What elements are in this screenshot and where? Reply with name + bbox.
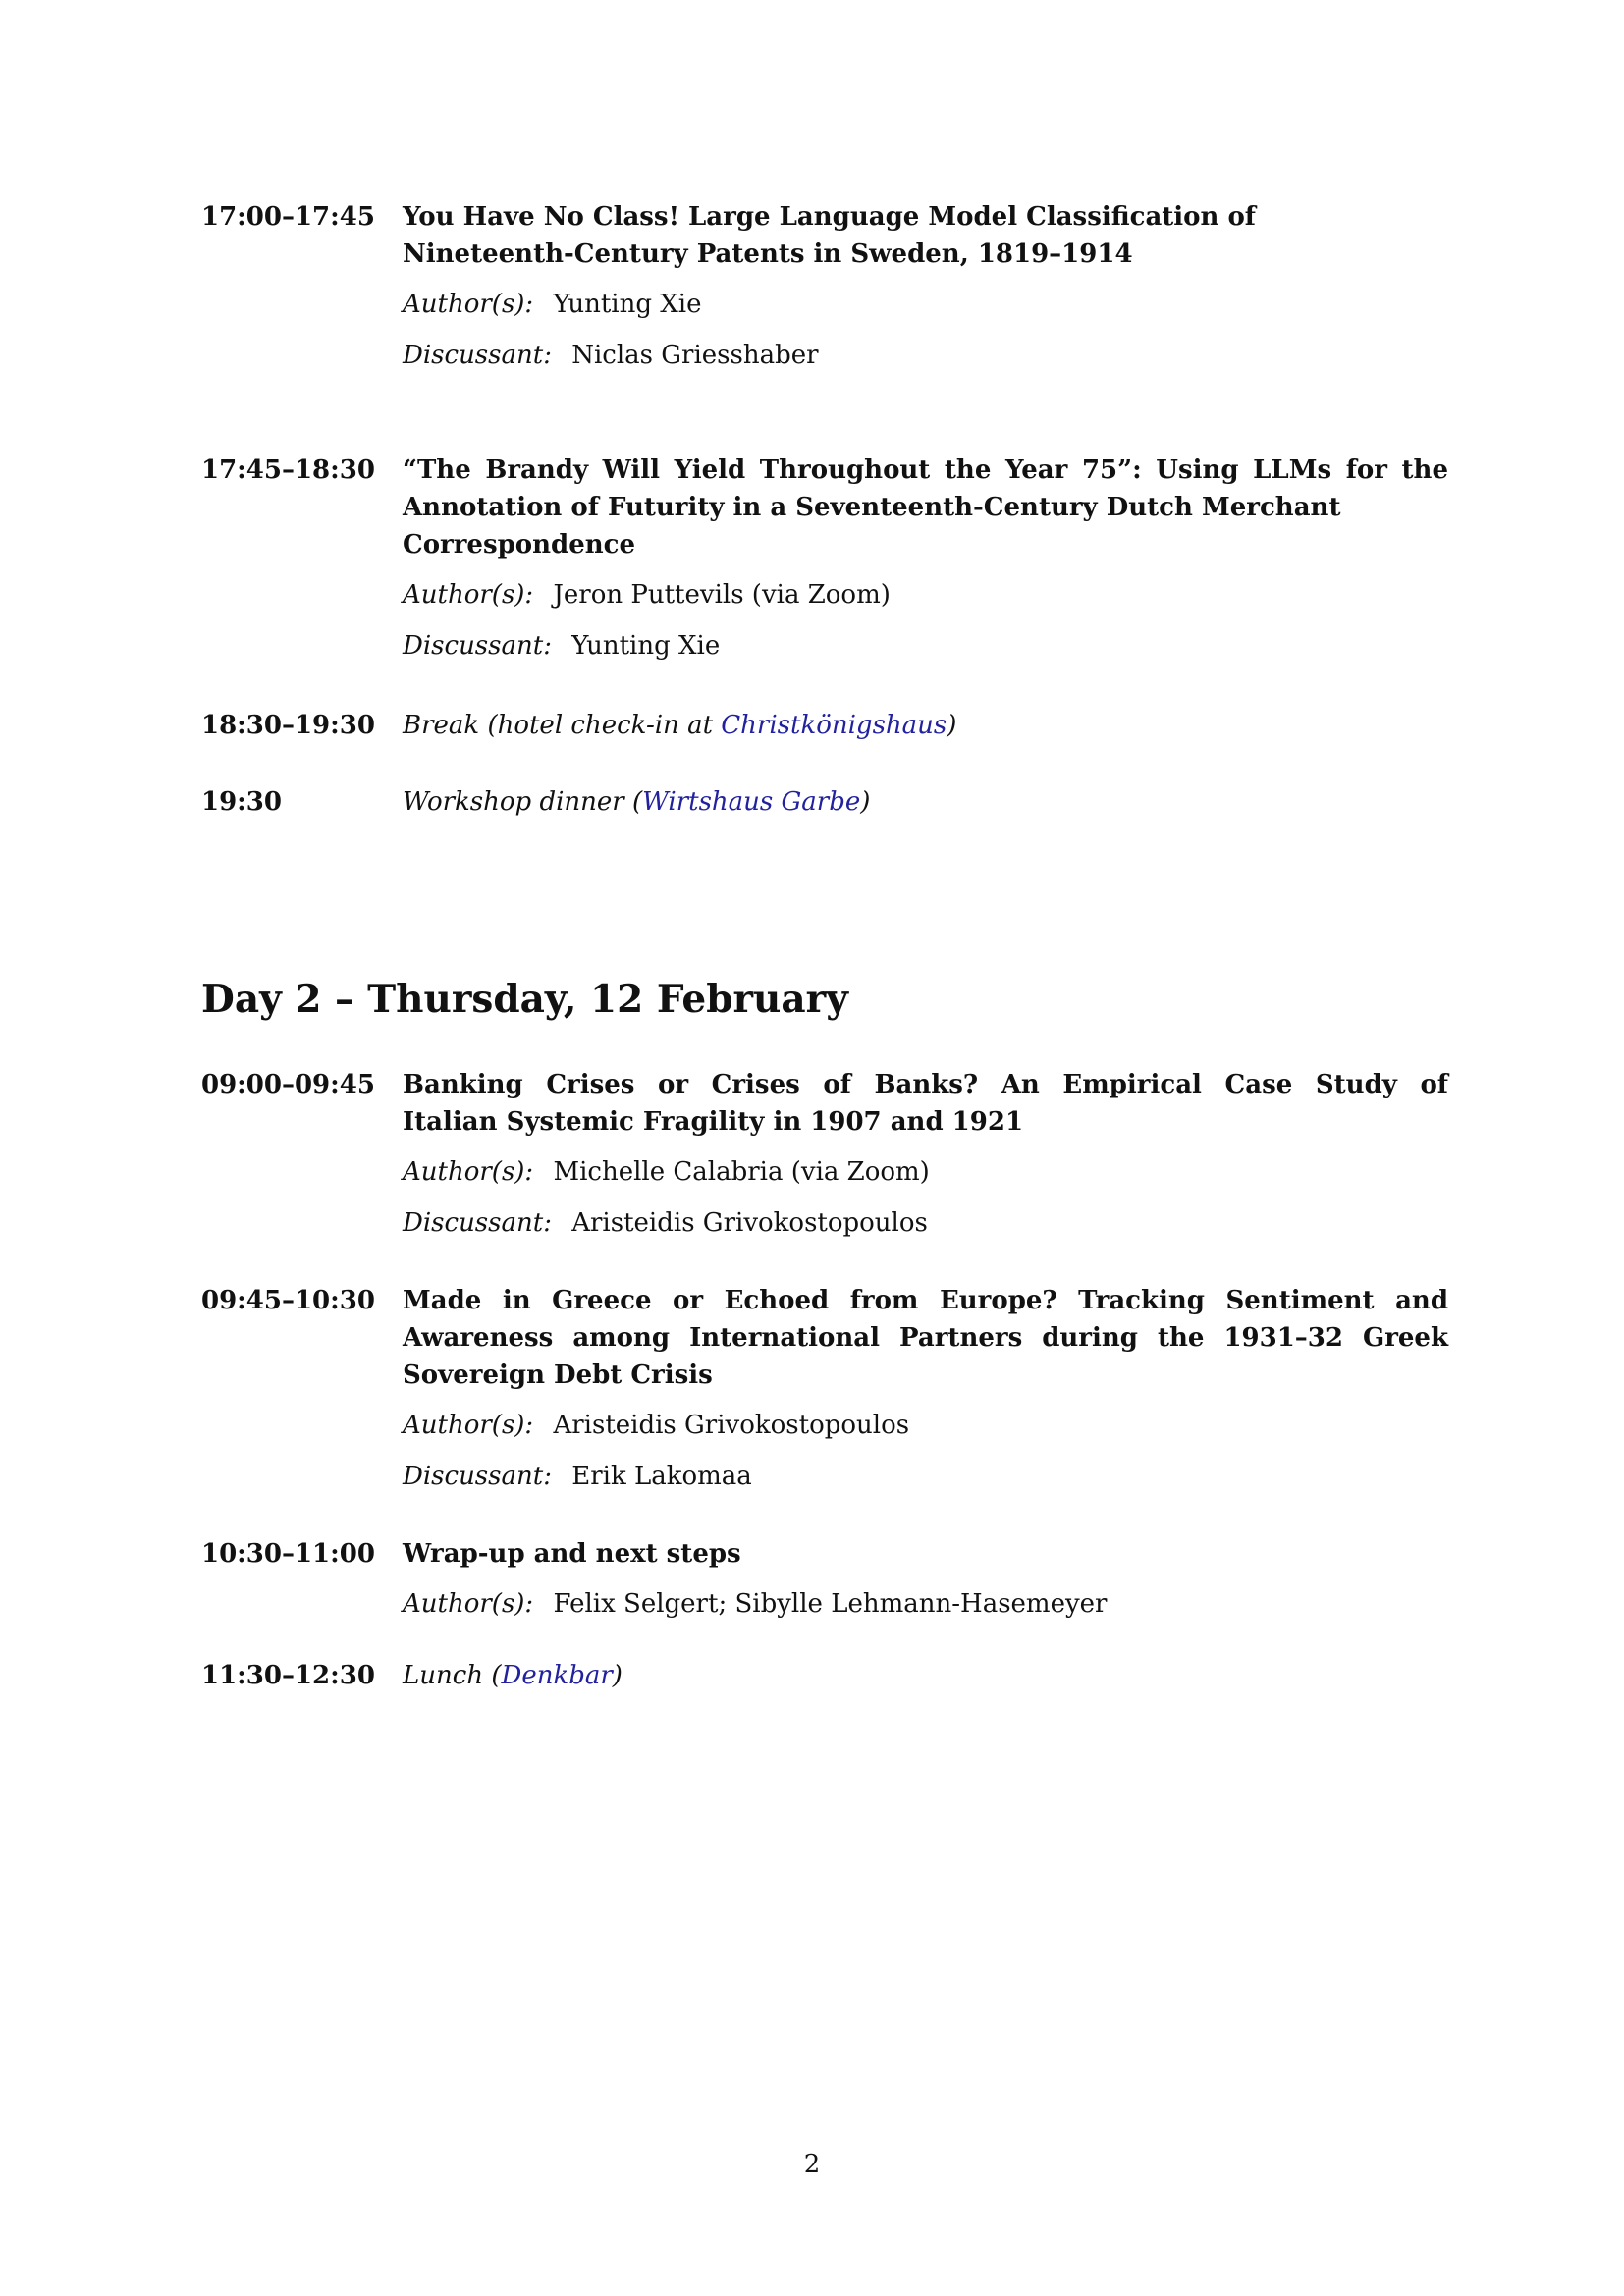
title-line: Sovereign Debt Crisis — [403, 1361, 713, 1390]
session-discussant — [403, 342, 1448, 369]
session-authors — [403, 1590, 1448, 1618]
break-description — [403, 787, 870, 817]
title-line: “The Brandy Will Yield Throughout the Year 75”: Using LLMs for the — [403, 455, 1448, 485]
title-line: You Have No Class! Large Language Model Classification of — [403, 202, 1256, 232]
title-line: Italian Systemic Fragility in 1907 and 1921 — [403, 1107, 1024, 1137]
discussant-label: Discussant: — [403, 631, 552, 661]
discussant-label: Discussant: — [403, 1208, 552, 1238]
discussant-value: Niclas Griesshaber — [571, 341, 819, 370]
venue-link[interactable]: Christkönigshaus — [721, 711, 947, 740]
venue-link[interactable]: Denkbar — [501, 1661, 613, 1690]
break-row — [201, 783, 1624, 821]
break-description — [403, 1661, 623, 1690]
authors-value: Yunting Xie — [553, 290, 702, 319]
day-heading: Day 2 – Thursday, 12 February — [201, 977, 848, 1022]
discussant-label: Discussant: — [403, 341, 552, 370]
title-line: Nineteenth-Century Patents in Sweden, 1819–1914 — [403, 240, 1133, 269]
break-time: 19:30 — [201, 787, 282, 817]
title-line: Correspondence — [403, 530, 636, 560]
session-authors — [403, 1412, 1448, 1439]
discussant-value: Erik Lakomaa — [571, 1462, 752, 1491]
title-line: Wrap-up and next steps — [403, 1539, 741, 1569]
discussant-value: Yunting Xie — [571, 631, 721, 661]
break-text: ) — [612, 1661, 623, 1690]
session-title — [403, 1535, 1448, 1573]
session-title — [403, 1066, 1448, 1141]
authors-value: Aristeidis Grivokostopoulos — [553, 1411, 910, 1440]
authors-label: Author(s): — [403, 1589, 534, 1619]
session-body — [403, 452, 1448, 660]
break-body — [403, 1657, 1448, 1694]
authors-value: Michelle Calabria (via Zoom) — [553, 1157, 930, 1187]
session-discussant — [403, 1209, 1448, 1237]
title-line: Banking Crises or Crises of Banks? An Empirical Case Study of — [403, 1070, 1448, 1099]
session-row — [201, 1535, 1624, 1618]
schedule-day2 — [0, 1066, 1624, 1694]
title-line: Made in Greece or Echoed from Europe? Tracking Sentiment and — [403, 1286, 1448, 1315]
session-row — [201, 1066, 1624, 1237]
session-body — [403, 1282, 1448, 1490]
session-time: 09:00–09:45 — [201, 1070, 375, 1099]
venue-link[interactable]: Wirtshaus Garbe — [642, 787, 861, 817]
title-line: Awareness among International Partners during the 1931–32 Greek — [403, 1323, 1448, 1353]
authors-label: Author(s): — [403, 580, 534, 610]
break-text: Break (hotel check-in at — [403, 711, 722, 740]
break-text: ) — [860, 787, 871, 817]
session-authors — [403, 1158, 1448, 1186]
session-body — [403, 1535, 1448, 1618]
discussant-value: Aristeidis Grivokostopoulos — [571, 1208, 928, 1238]
break-description — [403, 711, 956, 740]
session-body — [403, 198, 1448, 369]
break-text: Lunch ( — [403, 1661, 502, 1690]
session-authors — [403, 581, 1448, 609]
session-row — [201, 452, 1624, 660]
session-time: 17:00–17:45 — [201, 202, 375, 232]
session-time: 10:30–11:00 — [201, 1539, 375, 1569]
discussant-label: Discussant: — [403, 1462, 552, 1491]
authors-label: Author(s): — [403, 1157, 534, 1187]
break-row — [201, 1657, 1624, 1694]
session-time: 09:45–10:30 — [201, 1286, 375, 1315]
authors-value: Jeron Puttevils (via Zoom) — [553, 580, 891, 610]
session-body — [403, 1066, 1448, 1237]
session-discussant — [403, 1463, 1448, 1490]
session-discussant — [403, 632, 1448, 660]
authors-value: Felix Selgert; Sibylle Lehmann-Hasemeyer — [553, 1589, 1108, 1619]
page-number: 2 — [803, 2150, 821, 2179]
session-title — [403, 1282, 1448, 1394]
break-row — [201, 707, 1624, 744]
break-text: Workshop dinner ( — [403, 787, 643, 817]
break-body — [403, 707, 1448, 744]
session-row — [201, 198, 1624, 369]
title-line: Annotation of Futurity in a Seventeenth-Century Dutch Merchant — [403, 493, 1341, 522]
break-time: 11:30–12:30 — [201, 1661, 375, 1690]
break-time: 18:30–19:30 — [201, 711, 375, 740]
session-time: 17:45–18:30 — [201, 455, 375, 485]
session-title — [403, 198, 1448, 273]
break-body — [403, 783, 1448, 821]
session-title — [403, 452, 1448, 563]
session-authors — [403, 291, 1448, 318]
authors-label: Author(s): — [403, 1411, 534, 1440]
authors-label: Author(s): — [403, 290, 534, 319]
session-row — [201, 1282, 1624, 1490]
schedule — [0, 198, 1624, 821]
break-text: ) — [947, 711, 957, 740]
